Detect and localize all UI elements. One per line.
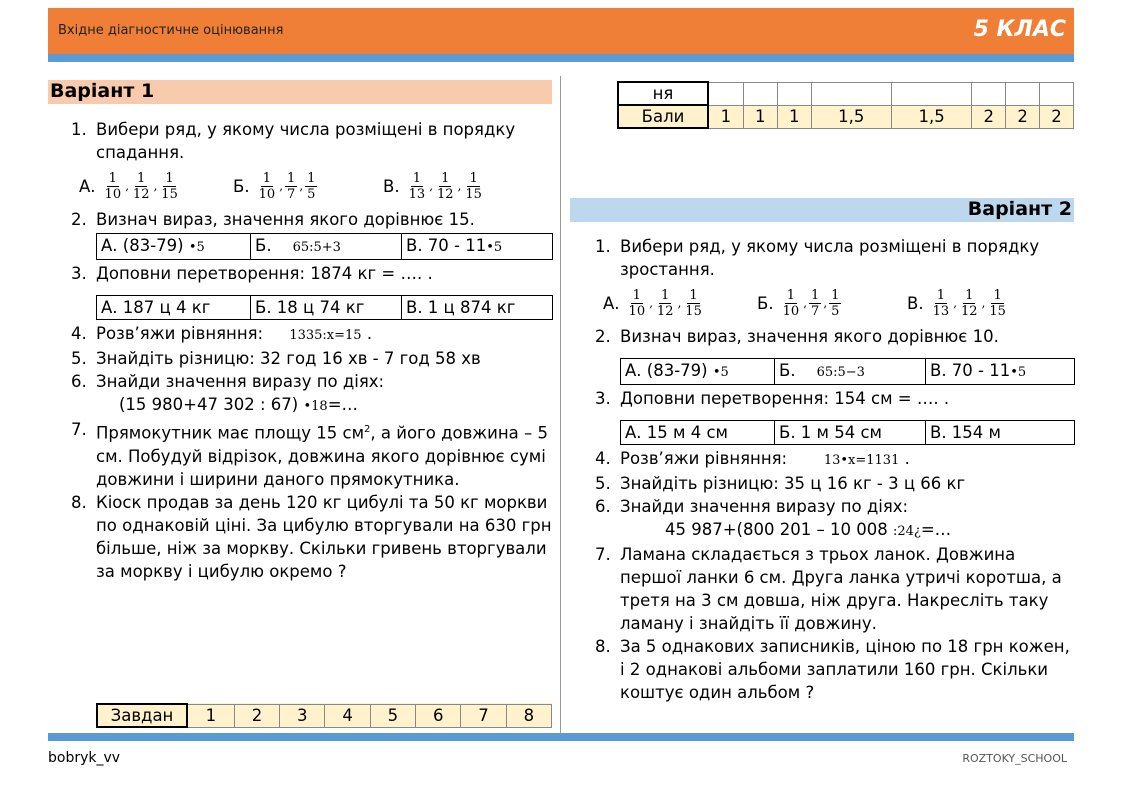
- score-task-number: 1: [187, 704, 234, 727]
- v1-q1-options: [79, 164, 553, 208]
- v1-question-1: 1. Вибери ряд, у якому числа розміщені в порядку спадання.: [71, 120, 516, 162]
- score-blank-cell: [811, 82, 891, 105]
- v2-q2-answer-c: В. 70 - 11•5: [926, 359, 1075, 385]
- score-points-value: 2: [1006, 105, 1040, 128]
- v1-q3-answer-b: Б. 18 ц 74 кг: [251, 296, 402, 320]
- score-task-number: 4: [325, 704, 370, 727]
- fraction: $\frac{1}{10}$: [628, 287, 646, 319]
- fraction: $\frac{1}{5}$: [831, 287, 840, 319]
- footer-author: bobryk_vv: [48, 750, 121, 766]
- v1-q3-answer-a: А. 187 ц 4 кг: [97, 296, 251, 320]
- score-task-number: 5: [370, 704, 415, 727]
- fraction: $\frac{1}{15}$: [685, 287, 702, 319]
- footer-school: ROZTOKY_SCHOOL: [962, 752, 1067, 765]
- score-tasks-label: Завдан: [97, 704, 187, 727]
- score-blank-cell: [891, 82, 971, 105]
- v2-question-7: 7. Ламана складається з трьох ланок. Довжина першої ланки 6 см. Друга ланка утричі коротша, а третя на 3 см довша, ніж друга. Накресліть таку ламану і знайдіть її довжину.: [595, 545, 1062, 633]
- v1-q3-answers: [96, 295, 553, 320]
- v2-q3-answer-b: Б. 1 м 54 см: [775, 421, 926, 445]
- fraction: $\frac{1}{7}$: [810, 287, 820, 319]
- v1-q2-answer-c: В. 70 - 11•5: [402, 234, 553, 260]
- v2-question-6: 6. Знайди значення виразу по діях:: [595, 497, 909, 516]
- v2-q1-option-b: [757, 288, 907, 319]
- footer-stripe: [48, 733, 1074, 741]
- fraction: $\frac{1}{5}$: [307, 170, 316, 202]
- v1-question-2: 2. Визнач вираз, значення якого дорівнює 15.: [71, 210, 475, 229]
- header-stripe: [48, 54, 1074, 62]
- v2-q2-answer-a: А. (83-79) •5: [621, 359, 775, 385]
- score-points-value: 2: [972, 105, 1006, 128]
- score-points-value: 1,5: [811, 105, 891, 128]
- option-label: Б.: [757, 293, 774, 313]
- fraction-separator: ‚: [299, 178, 304, 193]
- fraction: $\frac{1}{15}$: [161, 170, 178, 202]
- fraction: $\frac{1}{7}$: [286, 170, 296, 202]
- option-label: Б.: [233, 176, 250, 196]
- v1-q1-option-c: [383, 171, 485, 202]
- score-table-tasks: [96, 703, 552, 728]
- score-points-value: 1: [708, 105, 743, 128]
- v2-question-5: 5. Знайдіть різницю: 35 ц 16 кг - 3 ц 66 кг: [595, 474, 966, 493]
- fraction-separator: ‚: [981, 295, 986, 310]
- header-title: Вхідне діагностичне оцінювання: [58, 23, 284, 38]
- v1-question-6: 6. Знайди значення виразу по діях:: [71, 372, 385, 391]
- fraction-separator: ‚: [677, 295, 682, 310]
- v2-q3-answer-a: А. 15 м 4 см: [621, 421, 775, 445]
- fraction: $\frac{1}{13}$: [932, 287, 950, 319]
- fraction: $\frac{1}{15}$: [989, 287, 1006, 319]
- v1-q6-expression: (15 980+47 302 : 67) •18=…: [119, 395, 359, 414]
- option-label: В.: [383, 176, 400, 196]
- fraction-separator: ‚: [649, 295, 653, 310]
- variant-2-heading: Варіант 2: [570, 198, 1074, 222]
- v2-question-8: 8. За 5 однакових записників, ціною по 18 грн кожен, і 2 однакові альбоми заплатили 160 грн. Скільки коштує один альбом ?: [595, 637, 1070, 702]
- score-task-number: 2: [234, 704, 279, 727]
- v2-q1-option-a: [603, 288, 757, 319]
- v2-q1-option-c: [907, 288, 1009, 319]
- fraction: $\frac{1}{10}$: [782, 287, 800, 319]
- header-bar: [48, 8, 1074, 54]
- v1-question-8: 8. Кіоск продав за день 120 кг цибулі та 50 кг моркви по однаковій ціні. За цибулю вторгували на 630 грн більше, ніж за моркву. Скільки гривень вторгували за моркву і цибулю окремо ?: [71, 492, 552, 581]
- v2-q2-answers: [620, 358, 1075, 385]
- fraction: $\frac{1}{10}$: [258, 170, 276, 202]
- score-task-number: 7: [461, 704, 506, 727]
- score-points-label: Бали: [618, 105, 708, 128]
- fraction-separator: ‚: [823, 295, 828, 310]
- v1-question-5: 5. Знайдіть різницю: 32 год 16 хв - 7 год 58 хв: [71, 349, 481, 368]
- variant-1-heading: Варіант 1: [48, 80, 552, 104]
- option-label: А.: [79, 176, 96, 196]
- score-tasks-label-cont: ня: [618, 82, 708, 105]
- class-label: 5 КЛАС: [973, 17, 1066, 42]
- score-blank-cell: [708, 82, 743, 105]
- fraction: $\frac{1}{15}$: [465, 170, 482, 202]
- fraction-separator: ‚: [457, 178, 462, 193]
- score-task-number: 6: [416, 704, 461, 727]
- variant-2-questions: [595, 235, 1075, 704]
- v1-question-3: 3. Доповни перетворення: 1874 кг = …. .: [71, 264, 433, 283]
- v2-question-3: 3. Доповни перетворення: 154 см = …. .: [595, 389, 950, 408]
- fraction: $\frac{1}{12}$: [656, 287, 674, 319]
- v1-q2-answers: [96, 233, 553, 260]
- v2-q3-answers: [620, 420, 1075, 445]
- v2-q2-answer-b: Б. 65:5−3: [775, 359, 926, 385]
- fraction: $\frac{1}{12}$: [436, 170, 454, 202]
- score-blank-cell: [972, 82, 1006, 105]
- fraction-separator: ‚: [953, 295, 957, 310]
- score-blank-cell: [1040, 82, 1074, 105]
- score-blank-cell: [777, 82, 811, 105]
- v2-q1-options: [603, 281, 1075, 325]
- score-blank-cell: [1006, 82, 1040, 105]
- v1-q1-option-b: [233, 171, 383, 202]
- v2-question-1: 1. Вибери ряд, у якому числа розміщені в порядку зростання.: [595, 237, 1040, 279]
- v1-q2-answer-b: Б. 65:5+3: [251, 234, 402, 260]
- v1-q3-answer-c: В. 1 ц 874 кг: [402, 296, 553, 320]
- fraction: $\frac{1}{12}$: [960, 287, 978, 319]
- fraction: $\frac{1}{13}$: [408, 170, 426, 202]
- v1-q1-option-a: [79, 171, 233, 202]
- score-blank-cell: [743, 82, 777, 105]
- fraction-separator: ‚: [279, 178, 283, 193]
- score-points-value: 1: [743, 105, 777, 128]
- option-label: В.: [907, 293, 924, 313]
- fraction-separator: ‚: [803, 295, 807, 310]
- fraction-separator: ‚: [429, 178, 433, 193]
- v1-q2-answer-a: А. (83-79) •5: [97, 234, 251, 260]
- v2-q6-expression: 45 987+(800 201 – 10 008 :24¿=…: [665, 520, 952, 539]
- score-points-value: 1: [777, 105, 811, 128]
- v2-q3-answer-c: В. 154 м: [926, 421, 1075, 445]
- v2-question-4: 4. Розв’яжи рівняння: 13•x=1131 .: [595, 449, 910, 468]
- score-table-points: [617, 81, 1074, 129]
- v2-question-2: 2. Визнач вираз, значення якого дорівнює 10.: [595, 327, 999, 346]
- score-points-value: 1,5: [891, 105, 971, 128]
- variant-1-questions: [71, 118, 553, 583]
- fraction: $\frac{1}{10}$: [104, 170, 122, 202]
- option-label: А.: [603, 293, 620, 313]
- fraction-separator: ‚: [125, 178, 129, 193]
- v1-question-7: 7. Прямокутник має площу 15 $см^2$, а його довжина – 5 см. Побудуй відрізок, довжина якого дорівнює сумі довжини і ширини даного прямокутника.: [71, 420, 549, 489]
- score-points-value: 2: [1040, 105, 1074, 128]
- fraction-separator: ‚: [153, 178, 158, 193]
- fraction: $\frac{1}{12}$: [132, 170, 150, 202]
- score-task-number: 3: [280, 704, 325, 727]
- score-task-number: 8: [506, 704, 551, 727]
- column-divider: [560, 76, 561, 733]
- v1-question-4: 4. Розв’яжи рівняння: 1335:x=15 .: [71, 324, 373, 343]
